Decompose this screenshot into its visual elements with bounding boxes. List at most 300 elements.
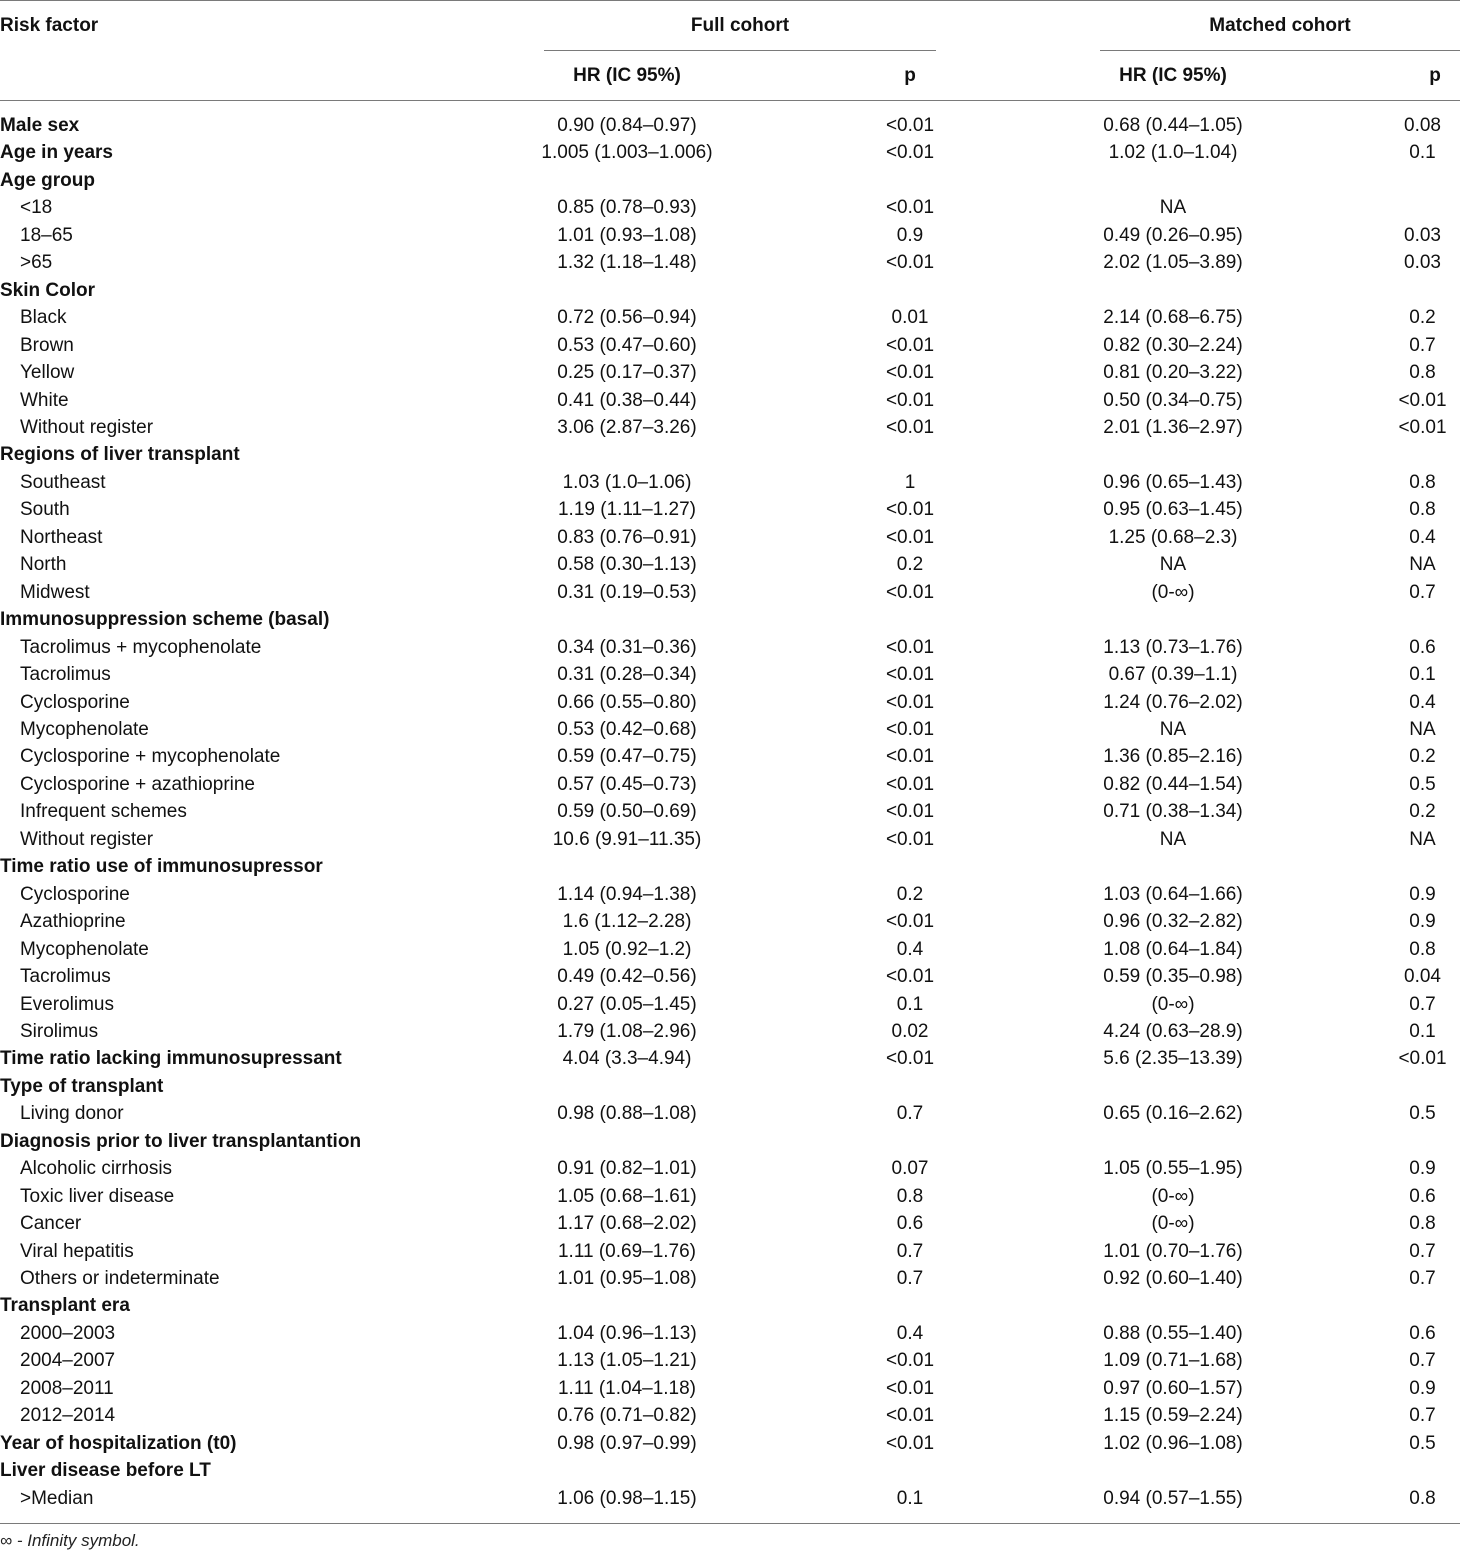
p-full-cell: 0.2	[896, 883, 924, 905]
p-matched-cell: 0.9	[1409, 883, 1436, 905]
risk-factor-cell: Cyclosporine + azathioprine	[20, 773, 255, 795]
spacer-cell	[960, 606, 1078, 633]
risk-factor-cell: Regions of liver transplant	[0, 444, 240, 466]
spacer-cell	[722, 1045, 860, 1072]
p-full-cell: <0.01	[885, 1432, 935, 1454]
p-full-cell: <0.01	[885, 801, 935, 823]
p-full-cell: 0.1	[896, 993, 924, 1015]
spacer-cell	[960, 332, 1078, 359]
hr-full-cell: 0.53 (0.42–0.68)	[557, 718, 697, 740]
p-full-cell	[860, 606, 960, 633]
spacer-cell	[722, 1457, 860, 1484]
table-row	[0, 387, 1460, 414]
spacer-cell	[1268, 908, 1385, 935]
spacer-cell	[722, 689, 860, 716]
table-row	[0, 414, 1460, 441]
spacer-cell	[1268, 634, 1385, 661]
spacer-cell	[1268, 359, 1385, 386]
hr-matched-cell: 1.08 (0.64–1.84)	[1103, 938, 1243, 960]
p-full-cell: <0.01	[885, 581, 935, 603]
spacer-cell	[1268, 1320, 1385, 1347]
hr-full-cell	[532, 853, 722, 880]
hr-full-cell: 1.05 (0.92–1.2)	[562, 938, 692, 960]
p-full-cell: <0.01	[885, 664, 935, 686]
table-row	[0, 771, 1460, 798]
p-matched-cell: 0.9	[1409, 1377, 1436, 1399]
hr-matched-cell: 1.01 (0.70–1.76)	[1103, 1240, 1243, 1262]
spacer-cell	[960, 634, 1078, 661]
hr-full-cell: 1.17 (0.68–2.02)	[557, 1213, 697, 1235]
p-matched-cell	[1385, 277, 1460, 304]
hr-full-cell: 0.66 (0.55–0.80)	[557, 691, 697, 713]
spacer-cell	[1268, 853, 1385, 880]
risk-factor-cell: Yellow	[20, 362, 75, 384]
hr-matched-cell: NA	[1159, 718, 1187, 740]
spacer-cell	[960, 304, 1078, 331]
risk-factor-cell: >Median	[20, 1487, 94, 1509]
hr-matched-cell: (0-∞)	[1151, 993, 1195, 1015]
group-row	[0, 112, 1460, 139]
risk-factor-cell: Black	[20, 307, 67, 329]
p-full-cell: 1	[904, 471, 916, 493]
hr-matched-cell	[1078, 1457, 1268, 1484]
hr-full-cell: 0.98 (0.88–1.08)	[557, 1103, 697, 1125]
spacer-cell	[1268, 1183, 1385, 1210]
p-full-cell: 0.4	[896, 1322, 924, 1344]
hr-matched-cell: 1.13 (0.73–1.76)	[1103, 636, 1243, 658]
spacer-cell	[722, 716, 860, 743]
risk-factor-cell: <18	[20, 197, 53, 219]
hr-full-cell: 1.6 (1.12–2.28)	[562, 911, 692, 933]
risk-factor-header: Risk factor	[0, 15, 99, 36]
p-full-cell: 0.02	[891, 1020, 929, 1042]
spacer-cell	[1268, 606, 1385, 633]
hr-matched-cell: 0.68 (0.44–1.05)	[1103, 115, 1243, 136]
risk-factor-cell: South	[20, 499, 70, 521]
hr-full-cell: 0.25 (0.17–0.37)	[557, 362, 697, 384]
hr-full-header: HR (IC 95%)	[573, 65, 681, 86]
risk-factor-cell: Type of transplant	[0, 1075, 164, 1097]
spacer-cell	[960, 798, 1078, 825]
p-matched-cell	[1385, 1128, 1460, 1155]
full-cohort-header: Full cohort	[690, 15, 790, 36]
spacer-cell	[960, 139, 1078, 166]
table-row	[0, 496, 1460, 523]
spacer-cell	[1268, 826, 1385, 853]
spacer-cell	[960, 1457, 1078, 1484]
risk-factor-cell: Brown	[20, 334, 74, 356]
risk-factor-cell: Southeast	[20, 471, 106, 493]
hr-full-cell: 1.01 (0.93–1.08)	[557, 224, 697, 246]
spacer-cell	[960, 963, 1078, 990]
table-row	[0, 1018, 1460, 1045]
hr-full-cell: 3.06 (2.87–3.26)	[557, 416, 697, 438]
hr-full-cell: 0.58 (0.30–1.13)	[557, 554, 697, 576]
p-matched-cell: 0.2	[1409, 801, 1436, 823]
p-full-cell: 0.7	[896, 1268, 924, 1290]
spacer-cell	[722, 194, 860, 221]
risk-factor-cell: Northeast	[20, 526, 103, 548]
p-full-cell: <0.01	[885, 362, 935, 384]
spacer-cell	[1268, 1045, 1385, 1072]
top-rule	[0, 0, 1460, 1]
risk-factor-cell: Tacrolimus	[20, 966, 111, 988]
spacer-cell	[722, 908, 860, 935]
spacer-cell	[960, 1210, 1078, 1237]
hr-matched-cell: 0.65 (0.16–2.62)	[1103, 1103, 1243, 1125]
spacer-cell	[722, 1073, 860, 1100]
table-row	[0, 359, 1460, 386]
p-matched-cell: 0.2	[1409, 746, 1436, 768]
hr-matched-cell	[1078, 167, 1268, 194]
hr-full-cell: 0.57 (0.45–0.73)	[557, 773, 697, 795]
p-full-cell: <0.01	[885, 197, 935, 219]
table-row	[0, 469, 1460, 496]
table-row	[0, 743, 1460, 770]
hr-matched-cell: 0.94 (0.57–1.55)	[1103, 1487, 1243, 1509]
p-matched-cell: 0.9	[1409, 911, 1436, 933]
p-full-cell: <0.01	[885, 691, 935, 713]
spacer-cell	[1268, 1210, 1385, 1237]
hr-matched-cell: 0.49 (0.26–0.95)	[1103, 224, 1243, 246]
spacer-cell	[960, 112, 1078, 139]
spacer-cell	[1268, 963, 1385, 990]
p-matched-cell: 0.2	[1409, 307, 1436, 329]
p-matched-cell: 0.03	[1404, 224, 1441, 246]
spacer-cell	[1268, 277, 1385, 304]
spacer-cell	[1268, 1265, 1385, 1292]
spacer-cell	[960, 1073, 1078, 1100]
p-matched-cell: 0.08	[1404, 115, 1441, 136]
p-full-cell: 0.7	[896, 1240, 924, 1262]
hr-matched-cell: NA	[1159, 828, 1187, 850]
risk-factor-cell: Midwest	[20, 581, 90, 603]
hr-matched-cell: 1.36 (0.85–2.16)	[1103, 746, 1243, 768]
spacer-cell	[722, 524, 860, 551]
spacer-cell	[960, 277, 1078, 304]
p-full-cell: 0.2	[896, 554, 924, 576]
risk-factor-cell: Without register	[20, 828, 154, 850]
risk-factor-cell: White	[20, 389, 69, 411]
hr-matched-cell: 0.71 (0.38–1.34)	[1103, 801, 1243, 823]
p-matched-cell	[1385, 441, 1460, 468]
spacer-cell	[960, 1100, 1078, 1127]
hr-full-cell: 0.27 (0.05–1.45)	[557, 993, 697, 1015]
table-row	[0, 222, 1460, 249]
group-row	[0, 167, 1460, 194]
spacer-cell	[722, 826, 860, 853]
spacer-cell	[960, 1485, 1078, 1512]
table-row	[0, 304, 1460, 331]
hr-matched-cell: 0.82 (0.44–1.54)	[1103, 773, 1243, 795]
spacer-cell	[1268, 936, 1385, 963]
spacer-cell	[960, 1265, 1078, 1292]
hr-matched-cell: 0.96 (0.32–2.82)	[1103, 911, 1243, 933]
spacer-cell	[1268, 194, 1385, 221]
spacer-cell	[722, 112, 860, 139]
spacer-cell	[960, 1347, 1078, 1374]
p-full-cell: <0.01	[885, 526, 935, 548]
risk-factor-cell: Mycophenolate	[20, 718, 149, 740]
spacer-cell	[960, 167, 1078, 194]
hr-full-cell: 1.03 (1.0–1.06)	[562, 471, 692, 493]
spacer-cell	[1268, 579, 1385, 606]
spacer-cell	[1268, 1100, 1385, 1127]
p-full-cell	[860, 1073, 960, 1100]
spacer-cell	[722, 249, 860, 276]
spacer-cell	[1268, 524, 1385, 551]
spacer-cell	[722, 496, 860, 523]
risk-factor-cell: Alcoholic cirrhosis	[20, 1158, 173, 1180]
spacer-cell	[1268, 689, 1385, 716]
spacer-cell	[960, 661, 1078, 688]
p-full-cell	[860, 853, 960, 880]
p-matched-cell: 0.1	[1409, 142, 1436, 164]
risk-factor-cell: 18–65	[20, 224, 73, 246]
group-row	[0, 853, 1460, 880]
spacer-cell	[722, 771, 860, 798]
hr-full-cell: 1.14 (0.94–1.38)	[557, 883, 697, 905]
spacer-cell	[1268, 139, 1385, 166]
full-cohort-rule	[544, 50, 936, 51]
spacer-cell	[960, 1375, 1078, 1402]
p-matched-cell: 0.8	[1409, 362, 1436, 384]
p-full-cell: 0.07	[891, 1158, 929, 1180]
table-row	[0, 936, 1460, 963]
risk-factor-cell: Azathioprine	[20, 911, 126, 933]
hr-matched-cell: 4.24 (0.63–28.9)	[1103, 1020, 1243, 1042]
hr-full-cell: 0.98 (0.97–0.99)	[557, 1432, 697, 1454]
hr-full-cell: 0.53 (0.47–0.60)	[557, 334, 697, 356]
group-row	[0, 277, 1460, 304]
p-full-cell	[860, 167, 960, 194]
p-full-cell: <0.01	[885, 252, 935, 274]
spacer-cell	[1268, 1430, 1385, 1457]
hr-full-cell: 0.90 (0.84–0.97)	[557, 115, 697, 136]
spacer-cell	[960, 551, 1078, 578]
spacer-cell	[1268, 112, 1385, 139]
table-row	[0, 524, 1460, 551]
spacer-cell	[1268, 1155, 1385, 1182]
spacer-cell	[1268, 551, 1385, 578]
p-full-cell: <0.01	[885, 718, 935, 740]
spacer-cell	[960, 881, 1078, 908]
p-full-cell: 0.4	[896, 938, 924, 960]
hr-full-cell	[532, 1292, 722, 1319]
p-matched-cell: 0.04	[1404, 966, 1441, 988]
hr-matched-cell: 2.02 (1.05–3.89)	[1103, 252, 1243, 274]
spacer-cell	[722, 1128, 860, 1155]
matched-cohort-rule	[1100, 50, 1460, 51]
hr-full-cell: 1.32 (1.18–1.48)	[557, 252, 697, 274]
risk-factor-cell: Transplant era	[0, 1295, 130, 1317]
p-matched-cell: 0.7	[1409, 1350, 1436, 1372]
hr-matched-cell: NA	[1159, 554, 1187, 576]
risk-factor-cell: Without register	[20, 416, 154, 438]
p-full-cell	[860, 1128, 960, 1155]
table-row	[0, 908, 1460, 935]
risk-factor-cell: Time ratio lacking immunosupressant	[0, 1048, 342, 1070]
table-row	[0, 1155, 1460, 1182]
hr-full-cell: 0.31 (0.19–0.53)	[557, 581, 697, 603]
risk-factor-cell: Male sex	[0, 115, 80, 136]
hr-full-cell	[532, 441, 722, 468]
p-full-cell: <0.01	[885, 746, 935, 768]
spacer-cell	[960, 579, 1078, 606]
spacer-cell	[1268, 1018, 1385, 1045]
risk-factor-cell: Tacrolimus	[20, 664, 111, 686]
p-matched-cell: 0.7	[1409, 993, 1436, 1015]
hr-matched-cell: 0.50 (0.34–0.75)	[1103, 389, 1243, 411]
spacer-cell	[960, 716, 1078, 743]
spacer-cell	[960, 936, 1078, 963]
p-matched-cell: 0.5	[1409, 1432, 1436, 1454]
table-body	[0, 112, 1460, 1512]
p-full-cell: <0.01	[885, 773, 935, 795]
spacer-cell	[1268, 1238, 1385, 1265]
spacer-cell	[960, 249, 1078, 276]
risk-factor-cell: Cyclosporine + mycophenolate	[20, 746, 281, 768]
hr-matched-header: HR (IC 95%)	[1119, 65, 1227, 86]
spacer-cell	[1268, 881, 1385, 908]
p-matched-cell: <0.01	[1398, 389, 1447, 411]
group-row	[0, 1457, 1460, 1484]
spacer-cell	[722, 414, 860, 441]
hr-matched-cell	[1078, 1128, 1268, 1155]
spacer-cell	[722, 387, 860, 414]
p-matched-cell: 0.8	[1409, 938, 1436, 960]
p-full-cell: <0.01	[885, 416, 935, 438]
p-matched-cell: 0.7	[1409, 1405, 1436, 1427]
p-full-cell: <0.01	[885, 1048, 935, 1070]
p-matched-cell: 0.8	[1409, 1487, 1436, 1509]
hr-matched-cell: 1.02 (0.96–1.08)	[1103, 1432, 1243, 1454]
table-row	[0, 1347, 1460, 1374]
p-full-cell: <0.01	[885, 1405, 935, 1427]
hr-matched-cell: (0-∞)	[1151, 1213, 1195, 1235]
spacer-cell	[1268, 661, 1385, 688]
hr-matched-cell: 0.67 (0.39–1.1)	[1108, 664, 1238, 686]
hr-full-cell	[532, 277, 722, 304]
spacer-cell	[722, 1155, 860, 1182]
risk-factor-cell: 2004–2007	[20, 1350, 116, 1372]
spacer-cell	[960, 689, 1078, 716]
spacer-cell	[960, 524, 1078, 551]
p-full-cell: <0.01	[885, 499, 935, 521]
spacer-cell	[1268, 304, 1385, 331]
hr-full-cell: 1.13 (1.05–1.21)	[557, 1350, 697, 1372]
spacer-cell	[1268, 469, 1385, 496]
spacer-cell	[722, 1100, 860, 1127]
spacer-cell	[1268, 771, 1385, 798]
hr-matched-cell: (0-∞)	[1151, 581, 1195, 603]
table-row	[0, 689, 1460, 716]
p-full-cell: <0.01	[885, 636, 935, 658]
footnote: ∞ - Infinity symbol.	[0, 1531, 140, 1550]
spacer-cell	[722, 1265, 860, 1292]
p-matched-cell	[1385, 194, 1460, 221]
hr-full-cell: 0.76 (0.71–0.82)	[557, 1405, 697, 1427]
p-matched-cell: 0.7	[1409, 581, 1436, 603]
p-full-cell: <0.01	[885, 115, 935, 136]
p-full-cell	[860, 1292, 960, 1319]
table-row	[0, 249, 1460, 276]
hr-full-cell	[532, 606, 722, 633]
table-row	[0, 1210, 1460, 1237]
p-matched-cell: 0.1	[1409, 664, 1436, 686]
spacer-cell	[1268, 1402, 1385, 1429]
p-matched-cell: 0.9	[1409, 1158, 1436, 1180]
table-row	[0, 798, 1460, 825]
spacer-cell	[722, 634, 860, 661]
spacer-cell	[722, 222, 860, 249]
p-full-cell	[860, 1457, 960, 1484]
risk-factor-cell: North	[20, 554, 67, 576]
hr-matched-cell	[1078, 606, 1268, 633]
p-full-cell: 0.8	[896, 1185, 924, 1207]
spacer-cell	[722, 1375, 860, 1402]
p-full-cell: <0.01	[885, 142, 935, 164]
group-row	[0, 1045, 1460, 1072]
spacer-cell	[1268, 798, 1385, 825]
p-matched-cell: 0.1	[1409, 1020, 1436, 1042]
p-full-cell: <0.01	[885, 389, 935, 411]
spacer-cell	[960, 1128, 1078, 1155]
spacer-cell	[960, 1155, 1078, 1182]
spacer-cell	[722, 1292, 860, 1319]
hr-full-cell: 1.11 (1.04–1.18)	[557, 1377, 697, 1399]
spacer-cell	[960, 222, 1078, 249]
p-full-cell: 0.6	[896, 1213, 924, 1235]
risk-factor-cell: Time ratio use of immunosupressor	[0, 856, 323, 878]
header-rule	[0, 100, 1460, 101]
spacer-cell	[722, 991, 860, 1018]
spacer-cell	[722, 1238, 860, 1265]
spacer-cell	[960, 496, 1078, 523]
spacer-cell	[960, 771, 1078, 798]
spacer-cell	[722, 441, 860, 468]
spacer-cell	[960, 1292, 1078, 1319]
group-row	[0, 1128, 1460, 1155]
p-matched-header: p	[1429, 65, 1441, 86]
risk-factor-cell: Sirolimus	[20, 1020, 99, 1042]
spacer-cell	[1268, 716, 1385, 743]
spacer-cell	[722, 1018, 860, 1045]
table-row	[0, 1183, 1460, 1210]
spacer-cell	[722, 1402, 860, 1429]
hr-full-cell: 0.49 (0.42–0.56)	[557, 966, 697, 988]
spacer-cell	[722, 661, 860, 688]
p-full-cell: <0.01	[885, 334, 935, 356]
hr-matched-cell: 1.25 (0.68–2.3)	[1108, 526, 1238, 548]
p-matched-cell: 0.5	[1409, 1103, 1436, 1125]
hr-full-cell	[532, 167, 722, 194]
spacer-cell	[722, 1320, 860, 1347]
p-matched-cell: 0.4	[1409, 526, 1436, 548]
hr-matched-cell: 1.24 (0.76–2.02)	[1103, 691, 1243, 713]
hr-full-cell: 1.11 (0.69–1.76)	[557, 1240, 697, 1262]
hr-matched-cell	[1078, 1292, 1268, 1319]
hr-matched-cell: 5.6 (2.35–13.39)	[1103, 1048, 1243, 1070]
spacer-cell	[1268, 1128, 1385, 1155]
p-matched-cell: <0.01	[1398, 1048, 1447, 1070]
spacer-cell	[1268, 441, 1385, 468]
hr-matched-cell: NA	[1159, 197, 1187, 219]
hr-full-cell: 0.59 (0.47–0.75)	[557, 746, 697, 768]
p-full-cell: <0.01	[885, 911, 935, 933]
spacer-cell	[722, 1430, 860, 1457]
spacer-cell	[722, 469, 860, 496]
